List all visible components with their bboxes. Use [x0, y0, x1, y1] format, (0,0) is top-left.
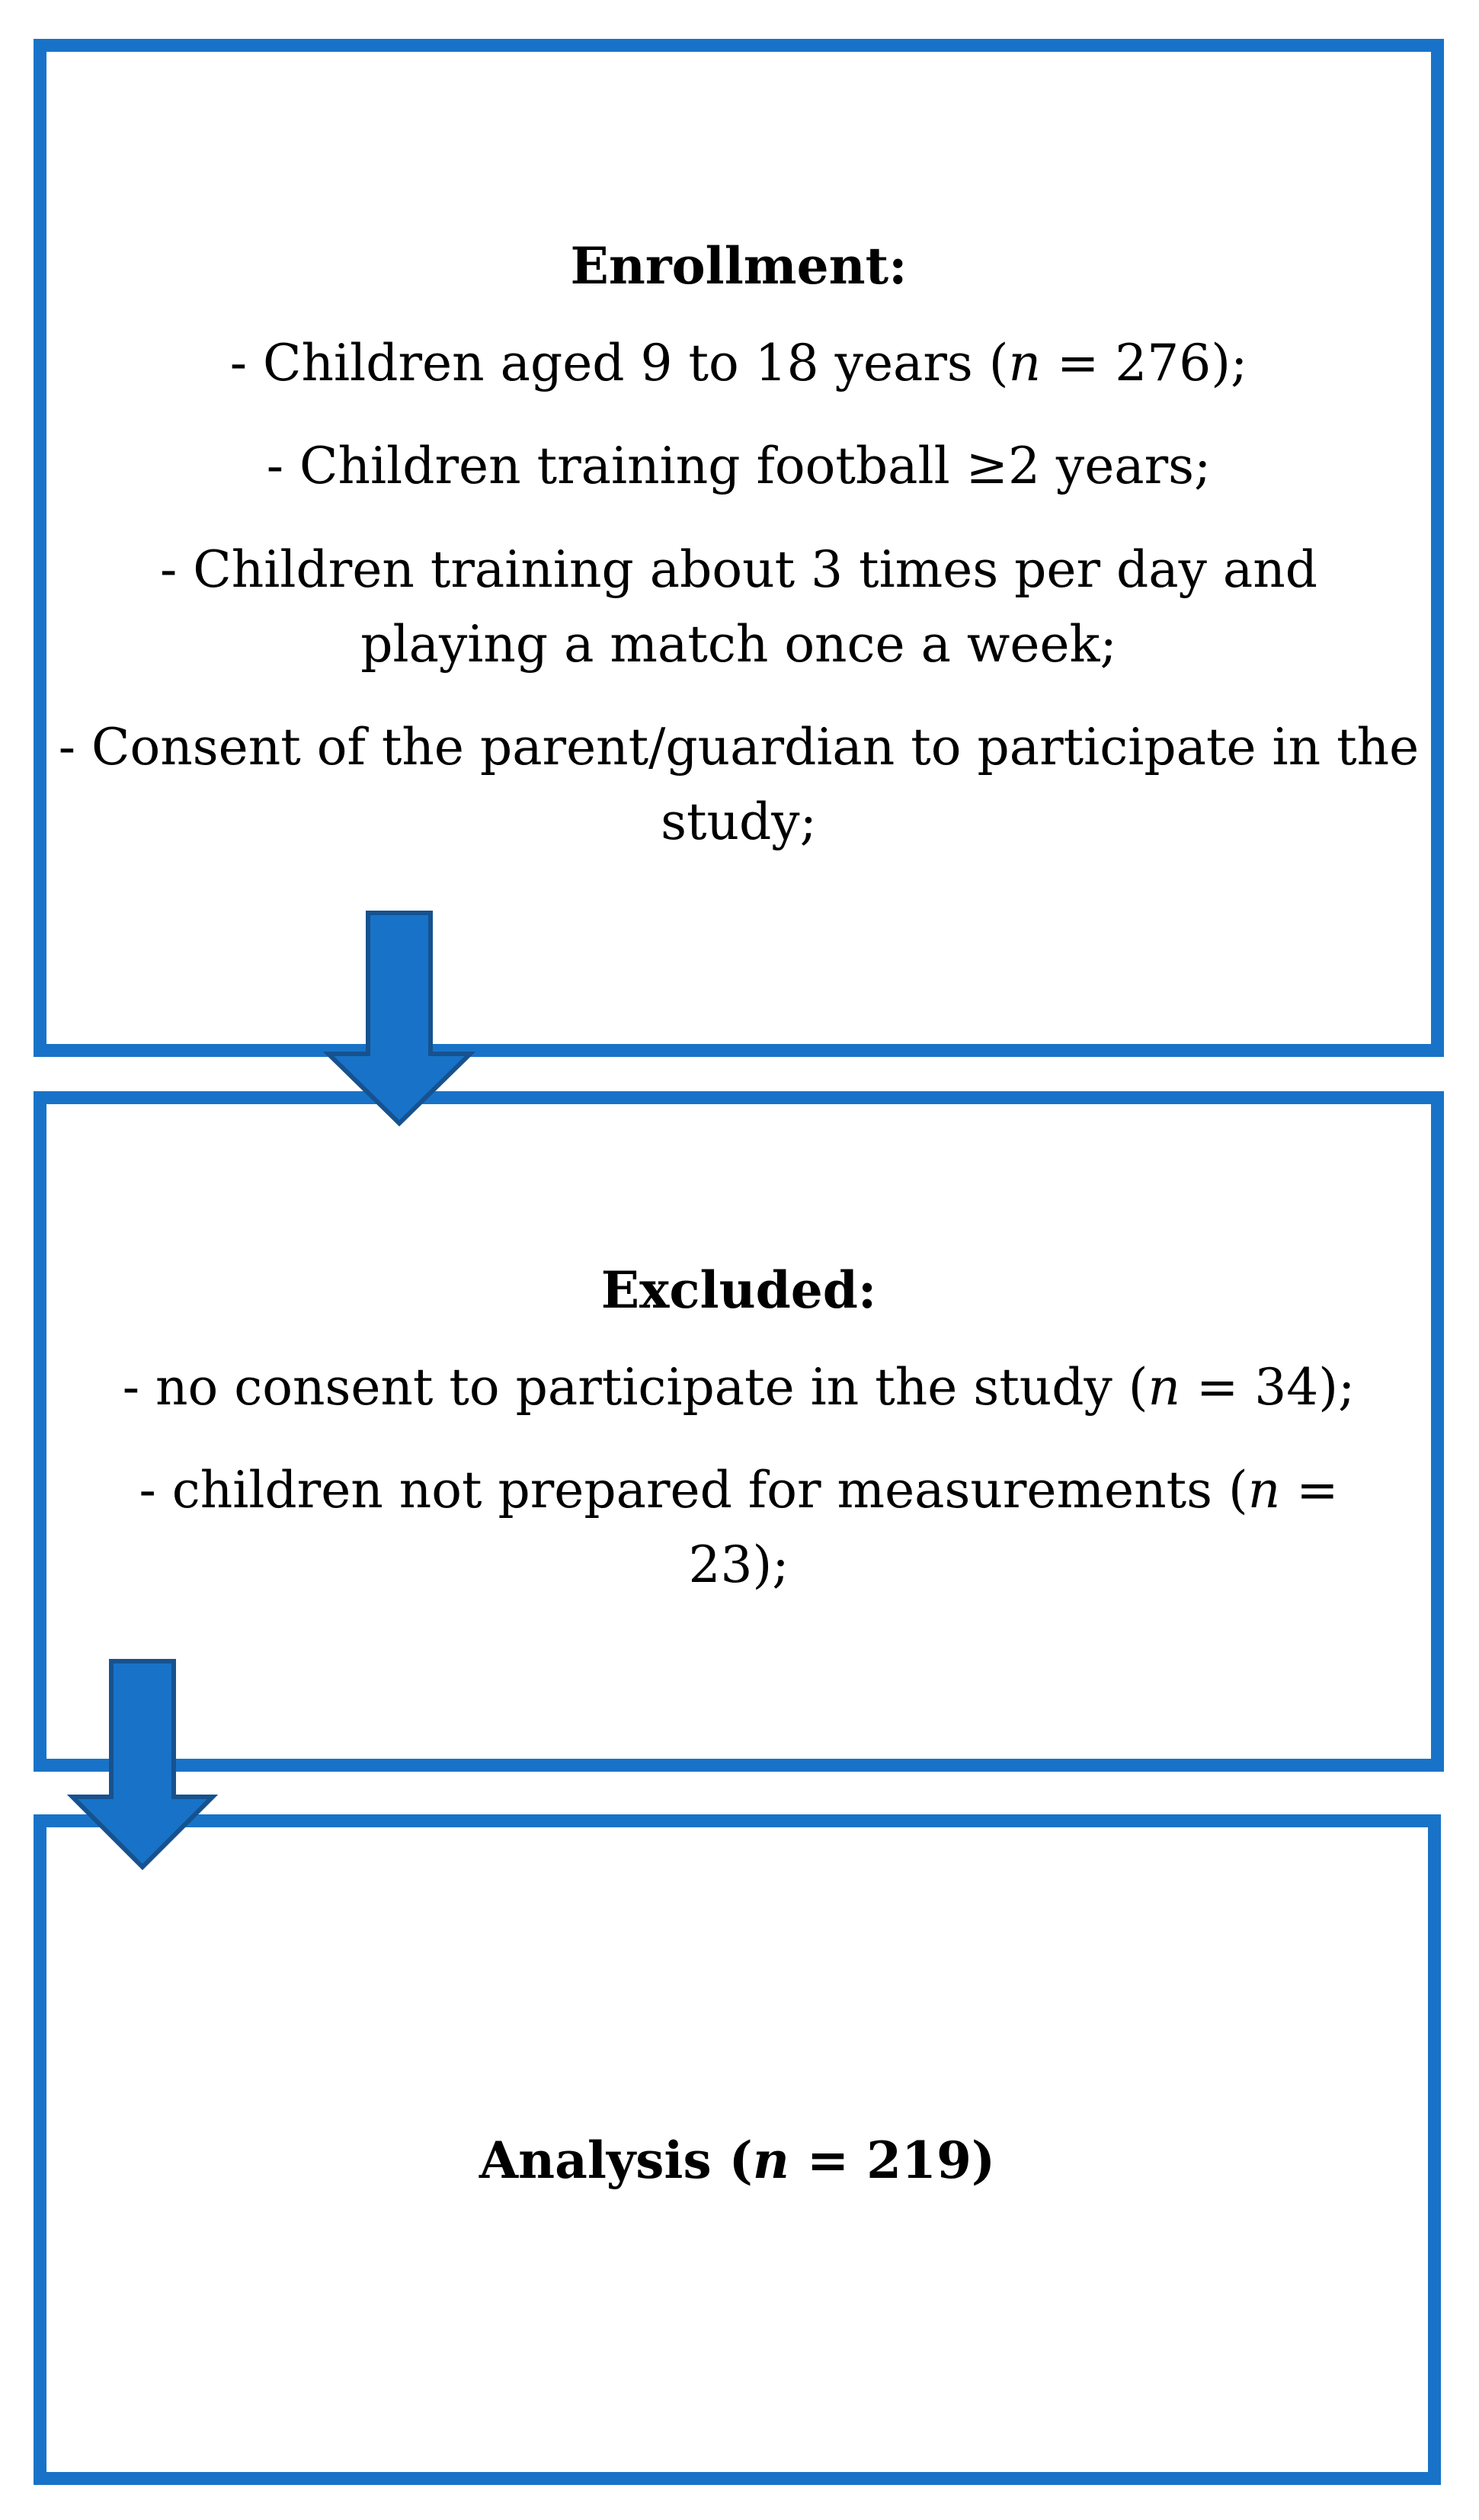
- analysis-label-count: = 219): [789, 2131, 996, 2191]
- excluded-item-no-consent-n: n: [1148, 1357, 1180, 1417]
- enrollment-item-consent: - Consent of the parent/guardian to participate in the study;: [58, 718, 1420, 851]
- excluded-heading: Excluded:: [600, 1260, 877, 1321]
- analysis-label-text: Analysis (: [479, 2131, 753, 2191]
- enrollment-item-age-count: = 276);: [1041, 333, 1248, 392]
- analysis-label-n: n: [752, 2131, 789, 2191]
- arrow-enrollment-to-excluded: [328, 913, 470, 1123]
- enrollment-item-training-frequency: - Children training about 3 times per day and playing a match once a week;: [160, 540, 1317, 674]
- enrollment-item-age-text: - Children aged 9 to 18 years (: [229, 333, 1009, 392]
- enrollment-item-training-years: - Children training football ≥2 years;: [266, 437, 1212, 496]
- excluded-item-not-prepared-n: n: [1247, 1461, 1281, 1520]
- enrollment-heading: Enrollment:: [570, 236, 908, 296]
- excluded-item-no-consent-text: - no consent to participate in the study (: [122, 1357, 1148, 1417]
- excluded-item-no-consent-count: = 34);: [1180, 1357, 1356, 1417]
- excluded-item-not-prepared-count: = 23);: [688, 1461, 1339, 1594]
- excluded-item-not-prepared-text: - children not prepared for measurements (: [139, 1461, 1248, 1520]
- enrollment-item-age-n: n: [1008, 333, 1042, 392]
- arrow-excluded-to-analysis: [72, 1661, 213, 1867]
